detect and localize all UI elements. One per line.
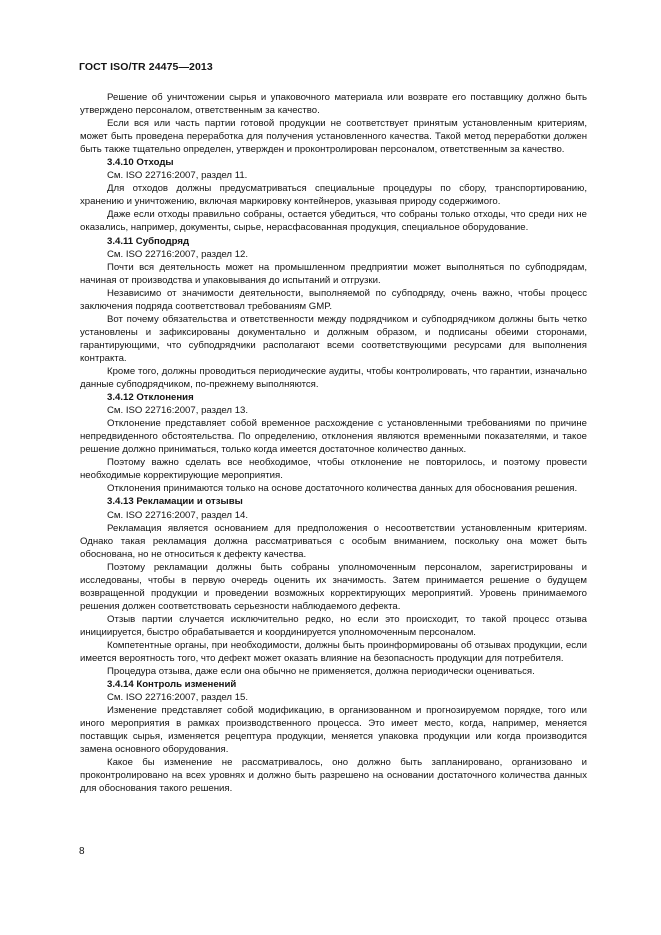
paragraph: Поэтому важно сделать все необходимое, чтобы отклонение не повторилось, и поэтому провести необходимые корректирующие мероприятия. — [80, 457, 587, 482]
paragraph: См. ISO 22716:2007, раздел 12. — [107, 248, 249, 260]
paragraph: Независимо от значимости деятельности, выполняемой по субподряду, очень важно, чтобы процесс заключения подряда соответствовал требованиям GMP. — [80, 287, 587, 312]
page-number: 8 — [79, 846, 85, 857]
paragraph: Вот почему обязательства и ответственности между подрядчиком и субподрядчиком должны быть четко установлены и зафиксированы документально и должным образом, и подписаны обеими сторонами, гарантирующими, что субподрядчики располагают всеми соответствующими ресурсами для выполнения контракта. — [80, 313, 587, 364]
section-heading: 3.4.14 Контроль изменений — [107, 679, 237, 691]
paragraph: Поэтому рекламации должны быть собраны уполномоченным персоналом, зарегистрированы и исследованы, чтобы в первую очередь оценить их значимость. Затем принимается решение о будущем возвращенной продукции и проведении возможных корректирующих мероприятий. Уровень принимаемого решения должен соответствовать серьезности наблюдаемого дефекта. — [80, 561, 587, 612]
paragraph: Какое бы изменение не рассматривалось, оно должно быть запланировано, организовано и проконтролировано на всех уровнях и должно быть разрешено на основании достаточного количества данных для обоснования такого решения. — [80, 757, 587, 795]
section-heading: 3.4.11 Субподряд — [107, 235, 190, 247]
section-heading: 3.4.13 Рекламации и отзывы — [107, 496, 243, 508]
paragraph: См. ISO 22716:2007, раздел 15. — [107, 692, 249, 704]
paragraph: Отклонения принимаются только на основе достаточного количества данных для обоснования решения. — [107, 483, 578, 495]
paragraph: Если вся или часть партии готовой продукции не соответствует принятым установленным критериям, может быть проведена переработка для получения установленного качества. Такой метод переработки должен быть также тщательно определен, утвержден и проконтролирован персоналом, ответственным за качество. — [80, 118, 587, 156]
paragraph: Почти вся деятельность может на промышленном предприятии может выполняться по субподрядам, начиная от производства и упаковывания до испытаний и отгрузки. — [80, 261, 587, 286]
document-body — [80, 91, 587, 796]
document-header: ГОСТ ISO/TR 24475—2013 — [79, 61, 213, 73]
paragraph: Отзыв партии случается исключительно редко, но если это происходит, то такой процесс отзыва инициируется, быстро обрабатывается и координируется уполномоченным персоналом. — [80, 613, 587, 638]
paragraph: Для отходов должны предусматриваться специальные процедуры по сбору, транспортированию, хранению и уничтожению, включая маркировку контейнеров, указывая природу содержимого. — [80, 183, 587, 208]
paragraph: Изменение представляет собой модификацию, в организованном и прогнозируемом порядке, того или иного мероприятия в рамках производственного процесса. Это имеет место, когда, например, меняется поставщик сырья, изменяется рецептура продукции, меняется упаковка продукции или когда производится замена основного оборудования. — [80, 705, 587, 756]
paragraph: Кроме того, должны проводиться периодические аудиты, чтобы контролировать, что гарантии, изначально данные субподрядчиком, по-прежнему выполняются. — [80, 365, 587, 391]
paragraph: Рекламация является основанием для предположения о несоответствии установленным критериям. Однако такая рекламация должна рассматриваться с особым вниманием, поскольку она может быть обоснована, но не относиться к дефекту качества. — [80, 522, 587, 560]
section-heading: 3.4.10 Отходы — [107, 157, 174, 169]
paragraph: См. ISO 22716:2007, раздел 11. — [107, 170, 248, 182]
paragraph: Отклонение представляет собой временное расхождение с установленными требованиями по причине непредвиденного обстоятельства. По определению, отклонения являются временными показателями, и такое решение должно приниматься, только когда имеется достаточное количество данных. — [80, 418, 587, 456]
paragraph: Компетентные органы, при необходимости, должны быть проинформированы об отзывах продукции, если имеется вероятность того, что дефект может оказать влияние на безопасность продукции для потребителя. — [80, 639, 587, 665]
paragraph: См. ISO 22716:2007, раздел 14. — [107, 509, 249, 521]
paragraph: Даже если отходы правильно собраны, остается убедиться, что собраны только отходы, что среди них не оказались, например, документы, сырье, нерасфасованная продукция, специальное оборудование. — [80, 209, 587, 234]
section-heading: 3.4.12 Отклонения — [107, 392, 194, 404]
paragraph: Решение об уничтожении сырья и упаковочного материала или возврате его поставщику должно быть утверждено персоналом, ответственным за качество. — [80, 92, 587, 117]
paragraph: Процедура отзыва, даже если она обычно не применяется, должна периодически оцениваться. — [107, 666, 535, 678]
paragraph: См. ISO 22716:2007, раздел 13. — [107, 405, 249, 417]
